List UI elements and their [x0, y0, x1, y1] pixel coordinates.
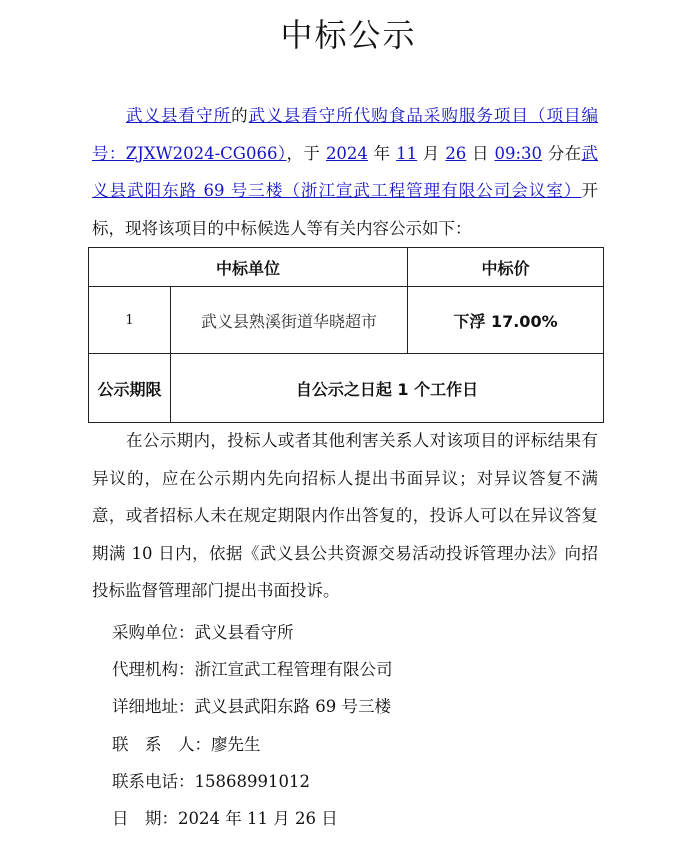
- year-link[interactable]: 2024: [325, 143, 368, 163]
- notice-paragraph: 在公示期内，投标人或者其他利害关系人对该项目的评标结果有异议的，应在公示期内先向招标人提出书面异议；对异议答复不满意，或者招标人未在规定期限内作出答复的，投诉人可以在异议答复期满 10 日内，依据《武义县公共资源交易活动投诉管理办法》向招投标监督管理部门提出书面投诉。: [92, 431, 598, 600]
- row-number: 1: [89, 287, 171, 354]
- month-link[interactable]: 11: [396, 143, 418, 163]
- footer-agency: 代理机构：浙江宣武工程管理有限公司: [112, 660, 393, 679]
- footer-contact: 联 系 人：廖先生: [112, 735, 261, 754]
- buyer-link[interactable]: 武义县看守所: [126, 106, 232, 125]
- intro-paragraph: [92, 97, 598, 247]
- header-price: 中标价: [408, 248, 604, 287]
- text: 年: [367, 143, 397, 163]
- text: ，于: [286, 143, 326, 163]
- project-link[interactable]: 武义县看守所代购食品采购服务项目（项目编号：ZJXW2024-CG066）: [92, 106, 599, 163]
- text: 日: [466, 143, 495, 163]
- result-table: [88, 247, 604, 423]
- text: 月: [417, 143, 446, 163]
- period-label: 公示期限: [89, 354, 171, 423]
- footer-phone: 联系电话：15868991012: [112, 772, 310, 791]
- time-link[interactable]: 09:30: [494, 143, 543, 163]
- text: 开标，现将该项目的中标候选人等有关内容公示如下：: [92, 181, 598, 238]
- text: 的: [231, 106, 249, 125]
- day-link[interactable]: 26: [445, 143, 467, 163]
- page-title: 中标公示: [280, 16, 417, 54]
- footer-buyer: 采购单位：武义县看守所: [112, 623, 294, 642]
- header-unit: 中标单位: [89, 248, 408, 287]
- place-link[interactable]: 武义县武阳东路 69 号三楼（浙江宣武工程管理有限公司会议室）: [92, 143, 598, 200]
- footer-date: 日 期：2024 年 11 月 26 日: [112, 809, 338, 828]
- text: 分在: [542, 143, 582, 163]
- winner-name: 武义县熟溪街道华晓超市: [171, 287, 408, 354]
- winning-price: 下浮 17.00%: [408, 287, 604, 354]
- footer-address: 详细地址：武义县武阳东路 69 号三楼: [112, 697, 391, 716]
- period-value: 自公示之日起 1 个工作日: [171, 354, 604, 423]
